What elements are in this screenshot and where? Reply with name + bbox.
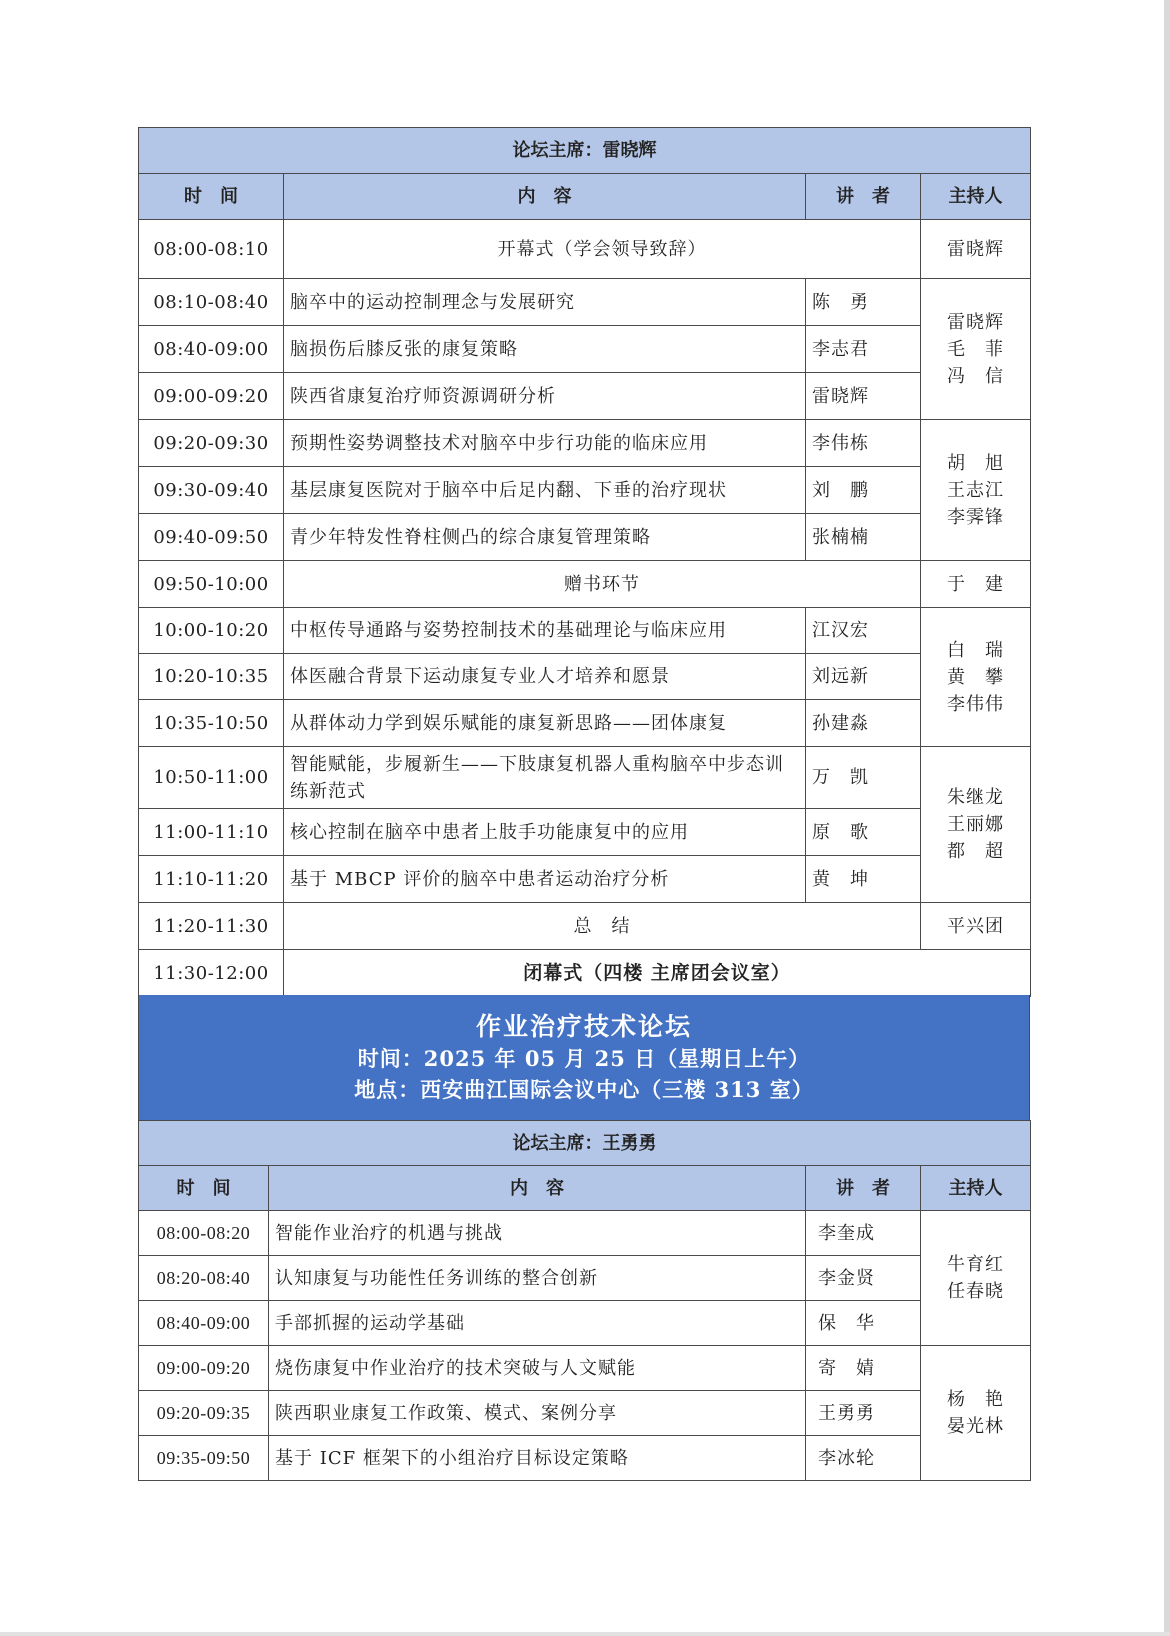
- header-row: [139, 1166, 1031, 1211]
- table-row: [139, 747, 1031, 809]
- table-row: [139, 1391, 1031, 1436]
- session-content: 体医融合背景下运动康复专业人才培养和愿景: [284, 654, 806, 700]
- session-speaker: 李伟栋: [806, 420, 921, 467]
- session-speaker: 寄 婧: [806, 1346, 921, 1391]
- header-time: 时 间: [139, 1166, 269, 1211]
- session-speaker: 刘远新: [806, 654, 921, 700]
- session-hosts: [921, 747, 1031, 903]
- table-row: [139, 903, 1031, 950]
- table-row: [139, 608, 1031, 654]
- session-time: 11:20-11:30: [139, 903, 284, 950]
- host-name: 任春晓: [947, 1281, 1004, 1302]
- table-row: [139, 856, 1031, 903]
- session-speaker: 孙建淼: [806, 700, 921, 747]
- session-content: 从群体动力学到娱乐赋能的康复新思路——团体康复: [284, 700, 806, 747]
- forum-banner: [138, 995, 1030, 1120]
- session-hosts: [921, 279, 1031, 420]
- header-content: 内 容: [284, 174, 806, 220]
- table-row: [139, 1436, 1031, 1481]
- session-time: 09:20-09:35: [139, 1391, 269, 1436]
- session-time: 10:50-11:00: [139, 747, 284, 809]
- host-name: 毛 菲: [947, 338, 1004, 360]
- table-row: [139, 220, 1031, 279]
- session-time: 08:10-08:40: [139, 279, 284, 326]
- session-speaker: 江汉宏: [806, 608, 921, 654]
- session-content: 烧伤康复中作业治疗的技术突破与人文赋能: [269, 1346, 806, 1391]
- table-row: [139, 950, 1031, 997]
- session-time: 08:00-08:20: [139, 1211, 269, 1256]
- session-content: 脑损伤后膝反张的康复策略: [284, 326, 806, 373]
- page-edge: [1164, 0, 1170, 1636]
- forum-chair: 论坛主席：王勇勇: [139, 1121, 1031, 1166]
- session-time: 09:30-09:40: [139, 467, 284, 514]
- table-row: [139, 1346, 1031, 1391]
- session-content: 智能作业治疗的机遇与挑战: [269, 1211, 806, 1256]
- session-time: 11:30-12:00: [139, 950, 284, 997]
- host-name: 冯 信: [947, 365, 1004, 387]
- session-content: 核心控制在脑卒中患者上肢手功能康复中的应用: [284, 809, 806, 856]
- session-time: 09:00-09:20: [139, 1346, 269, 1391]
- header-host: 主持人: [921, 1166, 1031, 1211]
- session-time: 09:00-09:20: [139, 373, 284, 420]
- session-time: 11:00-11:10: [139, 809, 284, 856]
- session-content: 赠书环节: [284, 561, 921, 608]
- table-row: [139, 514, 1031, 561]
- header-content: 内 容: [269, 1166, 806, 1211]
- session-content: 脑卒中的运动控制理念与发展研究: [284, 279, 806, 326]
- header-speaker: 讲 者: [806, 1166, 921, 1211]
- session-time: 08:20-08:40: [139, 1256, 269, 1301]
- session-speaker: 刘 鹏: [806, 467, 921, 514]
- table-row: [139, 279, 1031, 326]
- host-name: 白 瑞: [947, 639, 1004, 661]
- session-content: 预期性姿势调整技术对脑卒中步行功能的临床应用: [284, 420, 806, 467]
- host-name: 胡 旭: [947, 452, 1004, 474]
- forum-place: 地点：西安曲江国际会议中心（三楼 313 室）: [354, 1077, 814, 1102]
- session-speaker: 李志君: [806, 326, 921, 373]
- table-row: [139, 326, 1031, 373]
- table-row: [139, 809, 1031, 856]
- session-content: 闭幕式（四楼 主席团会议室）: [284, 950, 1031, 997]
- table-row: [139, 561, 1031, 608]
- session-content: 总 结: [284, 903, 921, 950]
- host-name: 杨 艳: [947, 1389, 1004, 1410]
- session-content: 基于 MBCP 评价的脑卒中患者运动治疗分析: [284, 856, 806, 903]
- header-row: [139, 174, 1031, 220]
- forum-title: 作业治疗技术论坛: [475, 1012, 692, 1041]
- header-host: 主持人: [921, 174, 1031, 220]
- session-speaker: 李冰轮: [806, 1436, 921, 1481]
- session-content: 认知康复与功能性任务训练的整合创新: [269, 1256, 806, 1301]
- session-host: 雷晓辉: [921, 220, 1031, 279]
- header-speaker: 讲 者: [806, 174, 921, 220]
- session-hosts: [921, 1346, 1031, 1481]
- session-speaker: 万 凯: [806, 747, 921, 809]
- host-name: 李霁锋: [947, 506, 1004, 528]
- table-row: [139, 420, 1031, 467]
- session-time: 09:20-09:30: [139, 420, 284, 467]
- session-time: 10:00-10:20: [139, 608, 284, 654]
- session-speaker: 王勇勇: [806, 1391, 921, 1436]
- forum-time: 时间：2025 年 05 月 25 日（星期日上午）: [357, 1046, 811, 1071]
- host-name: 王志江: [947, 479, 1004, 501]
- session-time: 09:35-09:50: [139, 1436, 269, 1481]
- page-edge: [0, 1632, 1170, 1636]
- forum-chair: 论坛主席：雷晓辉: [139, 128, 1031, 174]
- table-row: [139, 654, 1031, 700]
- session-time: 11:10-11:20: [139, 856, 284, 903]
- session-content: 智能赋能，步履新生——下肢康复机器人重构脑卒中步态训练新范式: [284, 747, 806, 809]
- session-content: 手部抓握的运动学基础: [269, 1301, 806, 1346]
- host-name: 雷晓辉: [947, 311, 1004, 333]
- session-time: 10:20-10:35: [139, 654, 284, 700]
- session-content: 基层康复医院对于脑卒中后足内翻、下垂的治疗现状: [284, 467, 806, 514]
- forum1-schedule-table: [138, 127, 1031, 997]
- table-row: [139, 1211, 1031, 1256]
- host-name: 晏光林: [947, 1416, 1004, 1437]
- session-time: 10:35-10:50: [139, 700, 284, 747]
- session-hosts: [921, 608, 1031, 747]
- session-speaker: 张楠楠: [806, 514, 921, 561]
- session-hosts: [921, 1211, 1031, 1346]
- session-content: 中枢传导通路与姿势控制技术的基础理论与临床应用: [284, 608, 806, 654]
- session-content: 陕西省康复治疗师资源调研分析: [284, 373, 806, 420]
- session-time: 08:40-09:00: [139, 326, 284, 373]
- host-name: 都 超: [947, 841, 1004, 862]
- host-name: 朱继龙: [947, 787, 1004, 808]
- session-time: 08:00-08:10: [139, 220, 284, 279]
- chair-row: [139, 1121, 1031, 1166]
- session-content: 基于 ICF 框架下的小组治疗目标设定策略: [269, 1436, 806, 1481]
- host-name: 黄 攀: [947, 666, 1004, 688]
- session-speaker: 李金贤: [806, 1256, 921, 1301]
- session-speaker: 保 华: [806, 1301, 921, 1346]
- session-content: 开幕式（学会领导致辞）: [284, 220, 921, 279]
- session-speaker: 原 歌: [806, 809, 921, 856]
- session-speaker: 陈 勇: [806, 279, 921, 326]
- session-speaker: 李奎成: [806, 1211, 921, 1256]
- session-content: 陕西职业康复工作政策、模式、案例分享: [269, 1391, 806, 1436]
- table-row: [139, 700, 1031, 747]
- session-host: 于 建: [921, 561, 1031, 608]
- table-row: [139, 1256, 1031, 1301]
- table-row: [139, 467, 1031, 514]
- forum2-schedule-table: [138, 1120, 1031, 1481]
- host-name: 李伟伟: [947, 693, 1004, 715]
- chair-row: [139, 128, 1031, 174]
- session-hosts: [921, 420, 1031, 561]
- session-host: 平兴团: [921, 903, 1031, 950]
- session-time: 08:40-09:00: [139, 1301, 269, 1346]
- session-speaker: 黄 坤: [806, 856, 921, 903]
- session-time: 09:50-10:00: [139, 561, 284, 608]
- host-name: 王丽娜: [947, 814, 1004, 835]
- host-name: 牛育红: [947, 1254, 1004, 1275]
- session-speaker: 雷晓辉: [806, 373, 921, 420]
- session-content: 青少年特发性脊柱侧凸的综合康复管理策略: [284, 514, 806, 561]
- table-row: [139, 373, 1031, 420]
- header-time: 时 间: [139, 174, 284, 220]
- session-time: 09:40-09:50: [139, 514, 284, 561]
- table-row: [139, 1301, 1031, 1346]
